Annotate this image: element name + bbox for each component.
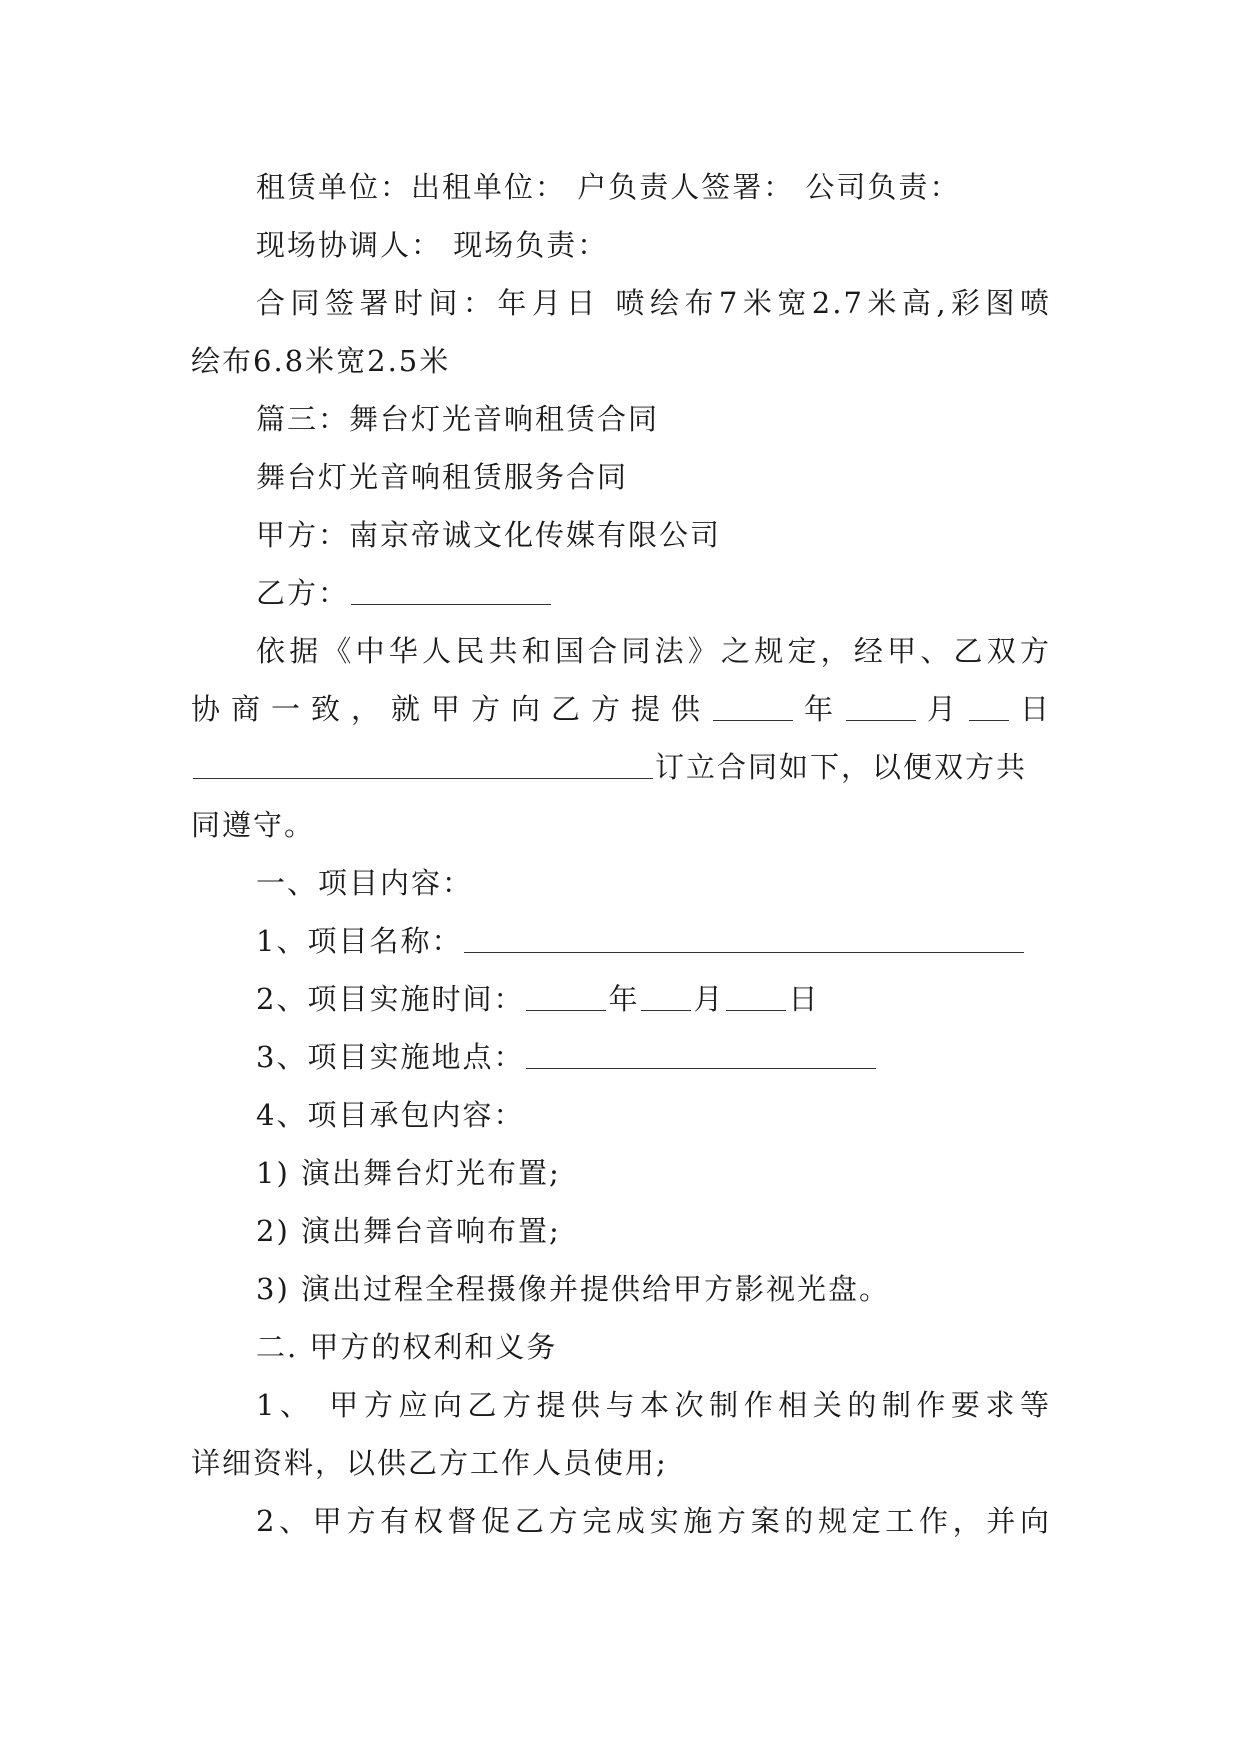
text-line xyxy=(191,1086,1051,1144)
text-line xyxy=(191,506,1051,564)
line-text: 3、项目实施地点： xyxy=(256,1040,525,1074)
blank-underline xyxy=(351,604,551,605)
line-text: 协商一致，就甲方向乙方提供 xyxy=(191,692,711,726)
line-text: 月 xyxy=(917,692,967,726)
line-text: 日 xyxy=(788,982,820,1016)
text-line xyxy=(191,274,1051,332)
blank-underline xyxy=(726,1010,786,1011)
line-text: 二. 甲方的权利和义务 xyxy=(256,1330,558,1364)
text-line xyxy=(191,970,1051,1028)
text-line xyxy=(191,448,1051,506)
blank-underline xyxy=(846,720,916,721)
line-text: 3) 演出过程全程摄像并提供给甲方影视光盘。 xyxy=(256,1272,890,1306)
line-text: 年 xyxy=(794,692,844,726)
text-line xyxy=(191,1492,1051,1550)
line-text: 合同签署时间：年月日 喷绘布7米宽2.7米高,彩图喷 xyxy=(256,286,1051,320)
text-line xyxy=(191,1144,1051,1202)
text-line xyxy=(191,1202,1051,1260)
blank-underline xyxy=(526,1010,606,1011)
blank-underline xyxy=(713,720,793,721)
line-text: 月 xyxy=(693,982,725,1016)
text-line xyxy=(191,390,1051,448)
text-line xyxy=(191,1318,1051,1376)
document-body xyxy=(191,158,1051,1550)
text-line xyxy=(191,332,1051,390)
blank-underline xyxy=(641,1010,691,1011)
text-line xyxy=(191,680,1051,738)
line-text: 订立合同如下，以便双方共 xyxy=(655,750,1028,784)
line-text: 2、甲方有权督促乙方完成实施方案的规定工作，并向 xyxy=(256,1504,1051,1538)
line-text: 同遵守。 xyxy=(191,808,316,842)
line-text: 1、 甲方应向乙方提供与本次制作相关的制作要求等 xyxy=(256,1388,1051,1422)
text-line xyxy=(191,1028,1051,1086)
line-text: 4、项目承包内容： xyxy=(256,1098,525,1132)
line-text: 详细资料，以供乙方工作人员使用; xyxy=(191,1446,668,1480)
blank-underline xyxy=(969,720,1009,721)
line-text: 一、项目内容： xyxy=(256,866,474,900)
line-text: 绘布6.8米宽2.5米 xyxy=(191,344,451,378)
text-line xyxy=(191,1434,1051,1492)
text-line xyxy=(191,158,1051,216)
line-text: 舞台灯光音响租赁服务合同 xyxy=(256,460,629,494)
text-line xyxy=(191,1376,1051,1434)
text-line xyxy=(191,216,1051,274)
line-text: 2、项目实施时间： xyxy=(256,982,525,1016)
line-text: 甲方：南京帝诚文化传媒有限公司 xyxy=(256,518,722,552)
line-text: 1) 演出舞台灯光布置; xyxy=(256,1156,561,1190)
text-line xyxy=(191,564,1051,622)
line-text: 现场协调人： 现场负责： xyxy=(256,228,609,262)
line-text: 2) 演出舞台音响布置; xyxy=(256,1214,561,1248)
line-text: 年 xyxy=(608,982,640,1016)
text-line xyxy=(191,854,1051,912)
blank-underline xyxy=(193,778,653,779)
text-line xyxy=(191,622,1051,680)
line-text: 乙方： xyxy=(256,576,350,610)
line-text: 依据《中华人民共和国合同法》之规定，经甲、乙双方 xyxy=(256,634,1051,668)
line-text: 1、项目名称： xyxy=(256,924,463,958)
line-text: 篇三：舞台灯光音响租赁合同 xyxy=(256,402,660,436)
text-line xyxy=(191,912,1051,970)
line-text: 租赁单位：出租单位： 户负责人签署： 公司负责： xyxy=(256,170,961,204)
text-line xyxy=(191,796,1051,854)
blank-underline xyxy=(526,1068,876,1069)
line-text: 日 xyxy=(1010,692,1051,726)
text-line xyxy=(191,1260,1051,1318)
text-line xyxy=(191,738,1051,796)
blank-underline xyxy=(464,952,1024,953)
